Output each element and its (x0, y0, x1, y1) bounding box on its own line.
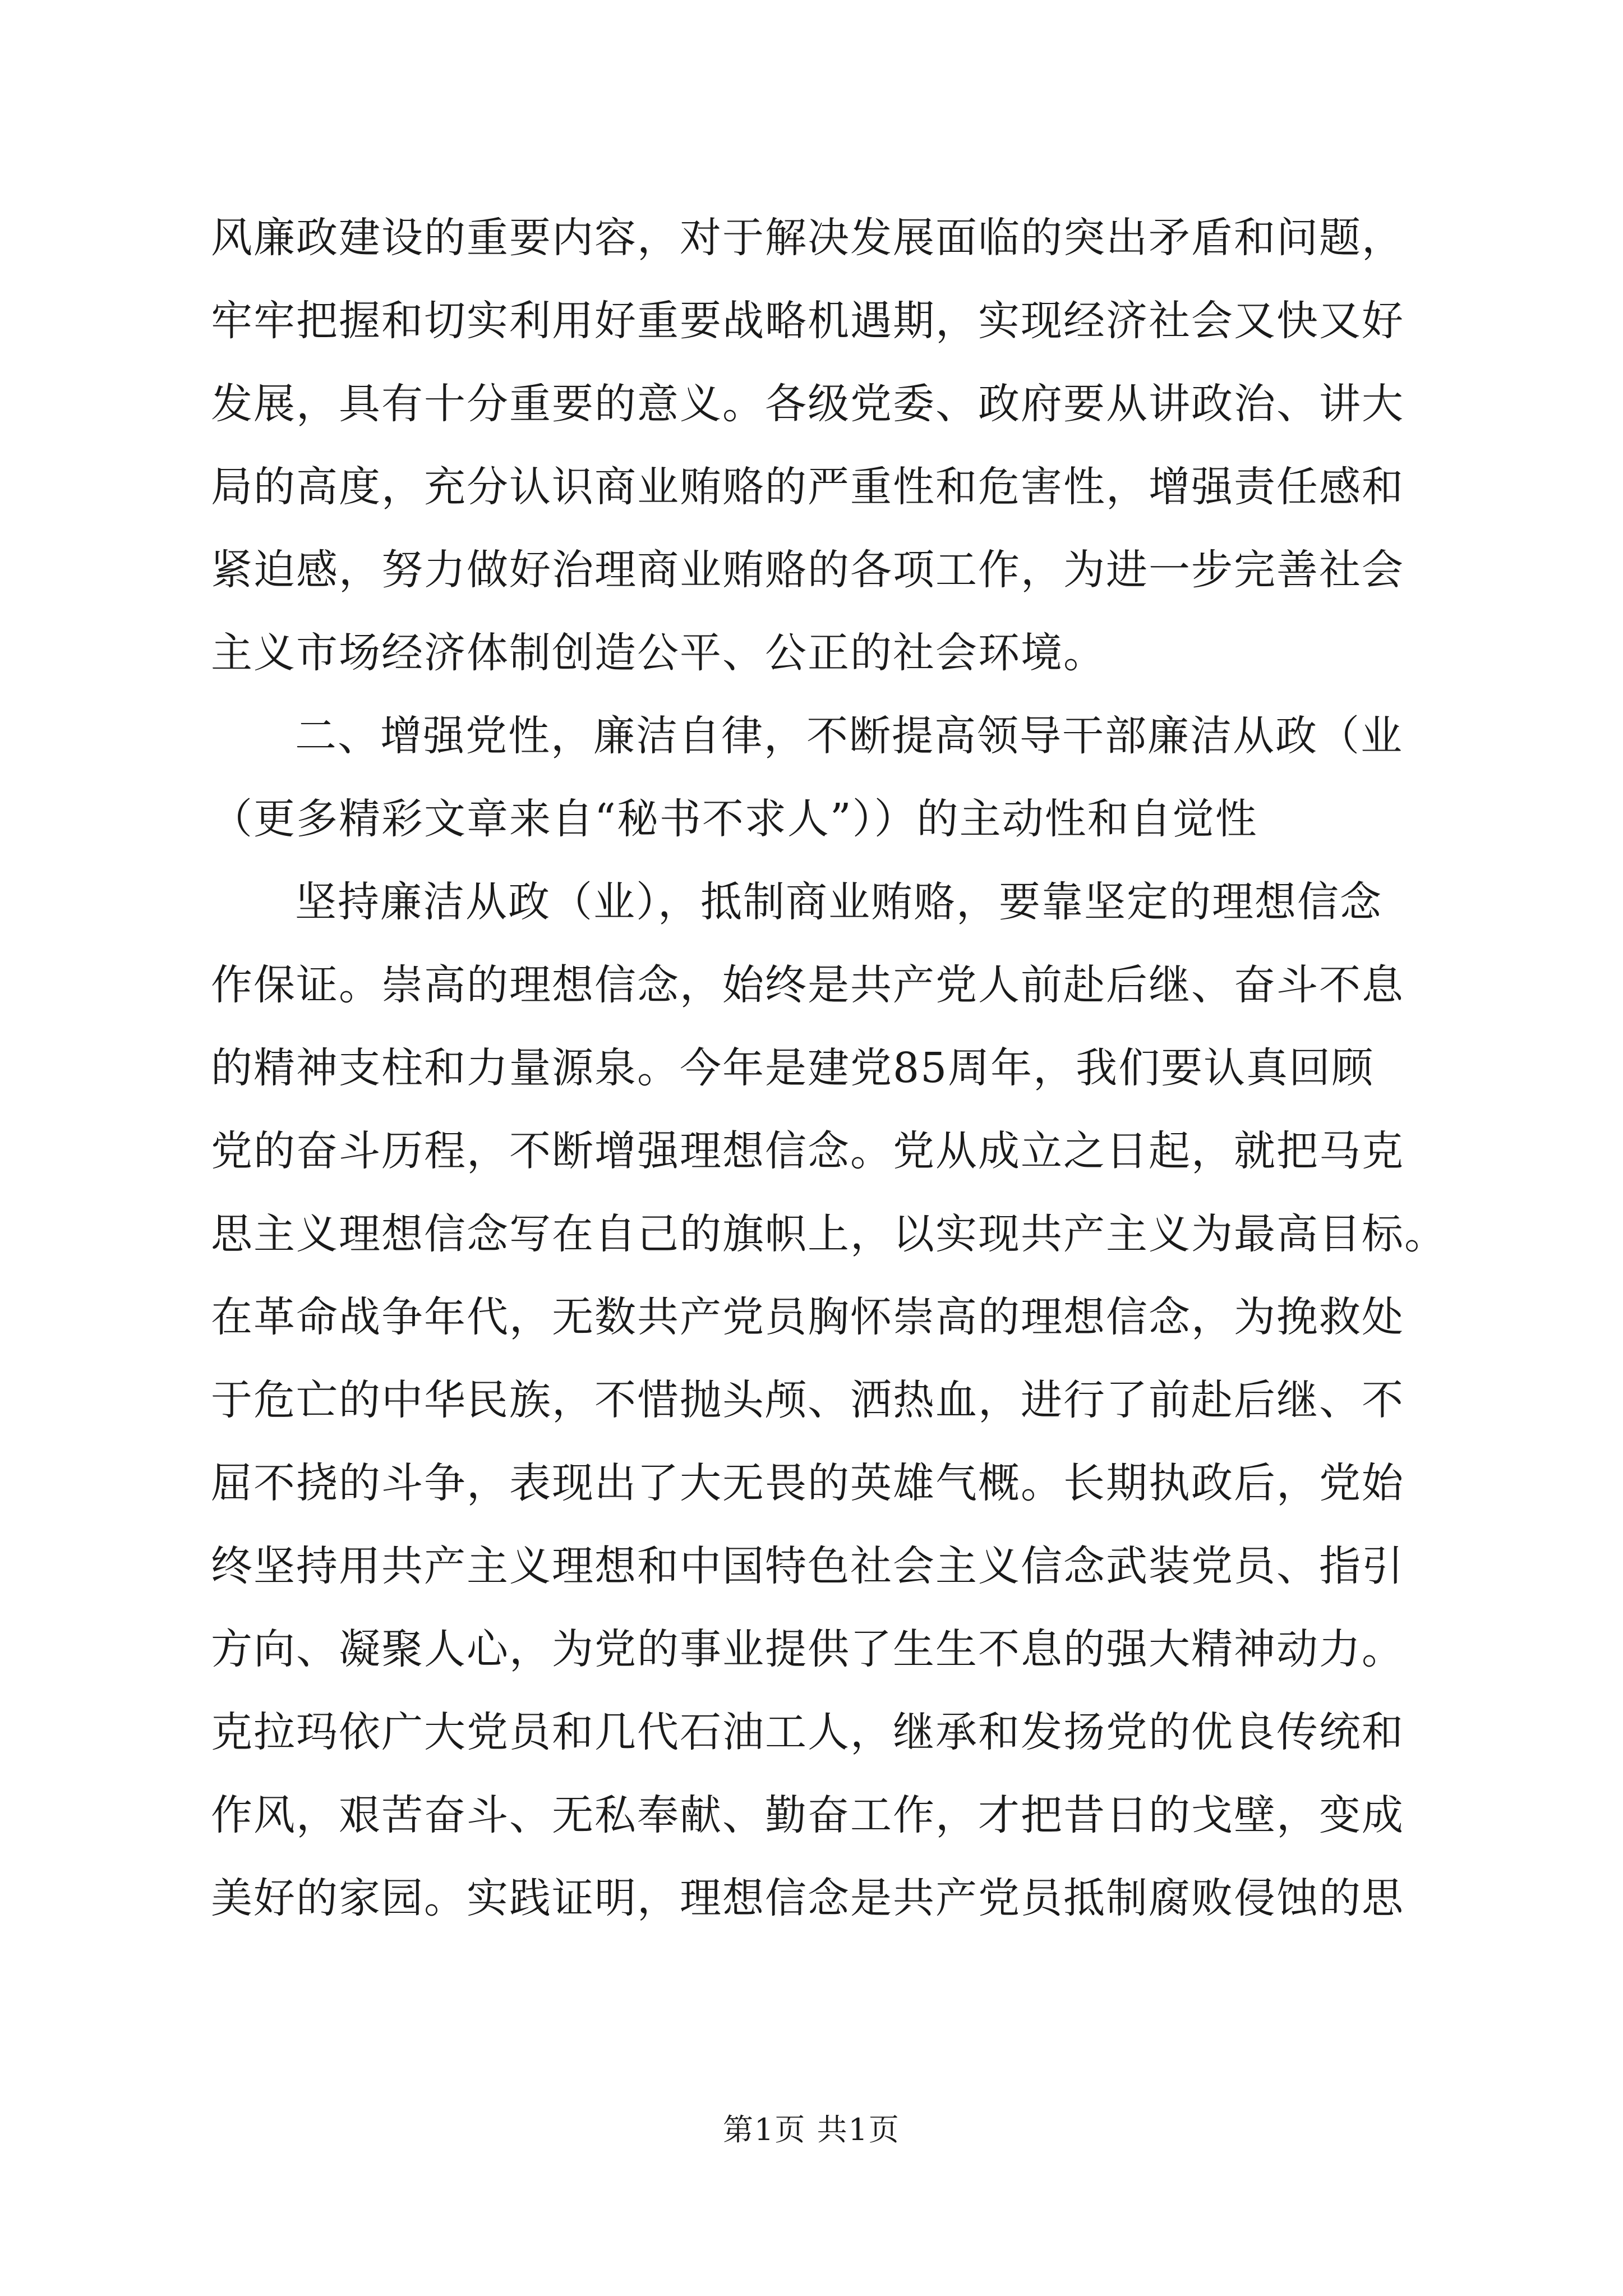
section-heading-line: （更多精彩文章来自“秘书不求人”））的主动性和自觉性 (211, 795, 1258, 843)
text-line: 方向、凝聚人心，为党的事业提供了生生不息的强大精神动力。 (211, 1625, 1404, 1673)
paragraph-first-line: 坚持廉洁从政（业），抵制商业贿赂，要靠坚定的理想信念 (295, 878, 1382, 926)
text-line: 的精神支柱和力量源泉。今年是建党85周年，我们要认真回顾 (211, 1044, 1375, 1092)
text-line: 牢牢把握和切实利用好重要战略机遇期，实现经济社会又快又好 (211, 297, 1404, 345)
text-line: 紧迫感，努力做好治理商业贿赂的各项工作，为进一步完善社会 (211, 546, 1404, 594)
document-body (211, 196, 1447, 1940)
page-footer (0, 2110, 1623, 2150)
text-line: 局的高度，充分认识商业贿赂的严重性和危害性，增强责任感和 (211, 463, 1404, 511)
text-line: 于危亡的中华民族，不惜抛头颅、洒热血，进行了前赴后继、不 (211, 1376, 1404, 1424)
text-line: 主义市场经济体制创造公平、公正的社会环境。 (211, 629, 1106, 677)
text-line: 作风，艰苦奋斗、无私奉献、勤奋工作，才把昔日的戈壁，变成 (211, 1791, 1404, 1839)
text-line: 发展，具有十分重要的意义。各级党委、政府要从讲政治、讲大 (211, 380, 1404, 428)
text-line: 屈不挠的斗争，表现出了大无畏的英雄气概。长期执政后，党始 (211, 1459, 1404, 1507)
text-line: 党的奋斗历程，不断增强理想信念。党从成立之日起，就把马克 (211, 1127, 1404, 1175)
text-line: 风廉政建设的重要内容，对于解决发展面临的突出矛盾和问题， (211, 214, 1404, 262)
page-number-label: 第1页 共1页 (723, 2112, 900, 2147)
text-line: 终坚持用共产主义理想和中国特色社会主义信念武装党员、指引 (211, 1542, 1404, 1590)
text-line: 克拉玛依广大党员和几代石油工人，继承和发扬党的优良传统和 (211, 1708, 1404, 1756)
text-line: 作保证。崇高的理想信念，始终是共产党人前赴后继、奋斗不息 (211, 961, 1404, 1009)
text-line: 思主义理想信念写在自己的旗帜上，以实现共产主义为最高目标。 (211, 1210, 1447, 1258)
section-heading-line: 二、增强党性，廉洁自律，不断提高领导干部廉洁从政（业 (295, 712, 1403, 760)
text-line: 美好的家园。实践证明，理想信念是共产党员抵制腐败侵蚀的思 (211, 1874, 1404, 1922)
text-line: 在革命战争年代，无数共产党员胸怀崇高的理想信念，为挽救处 (211, 1293, 1404, 1341)
